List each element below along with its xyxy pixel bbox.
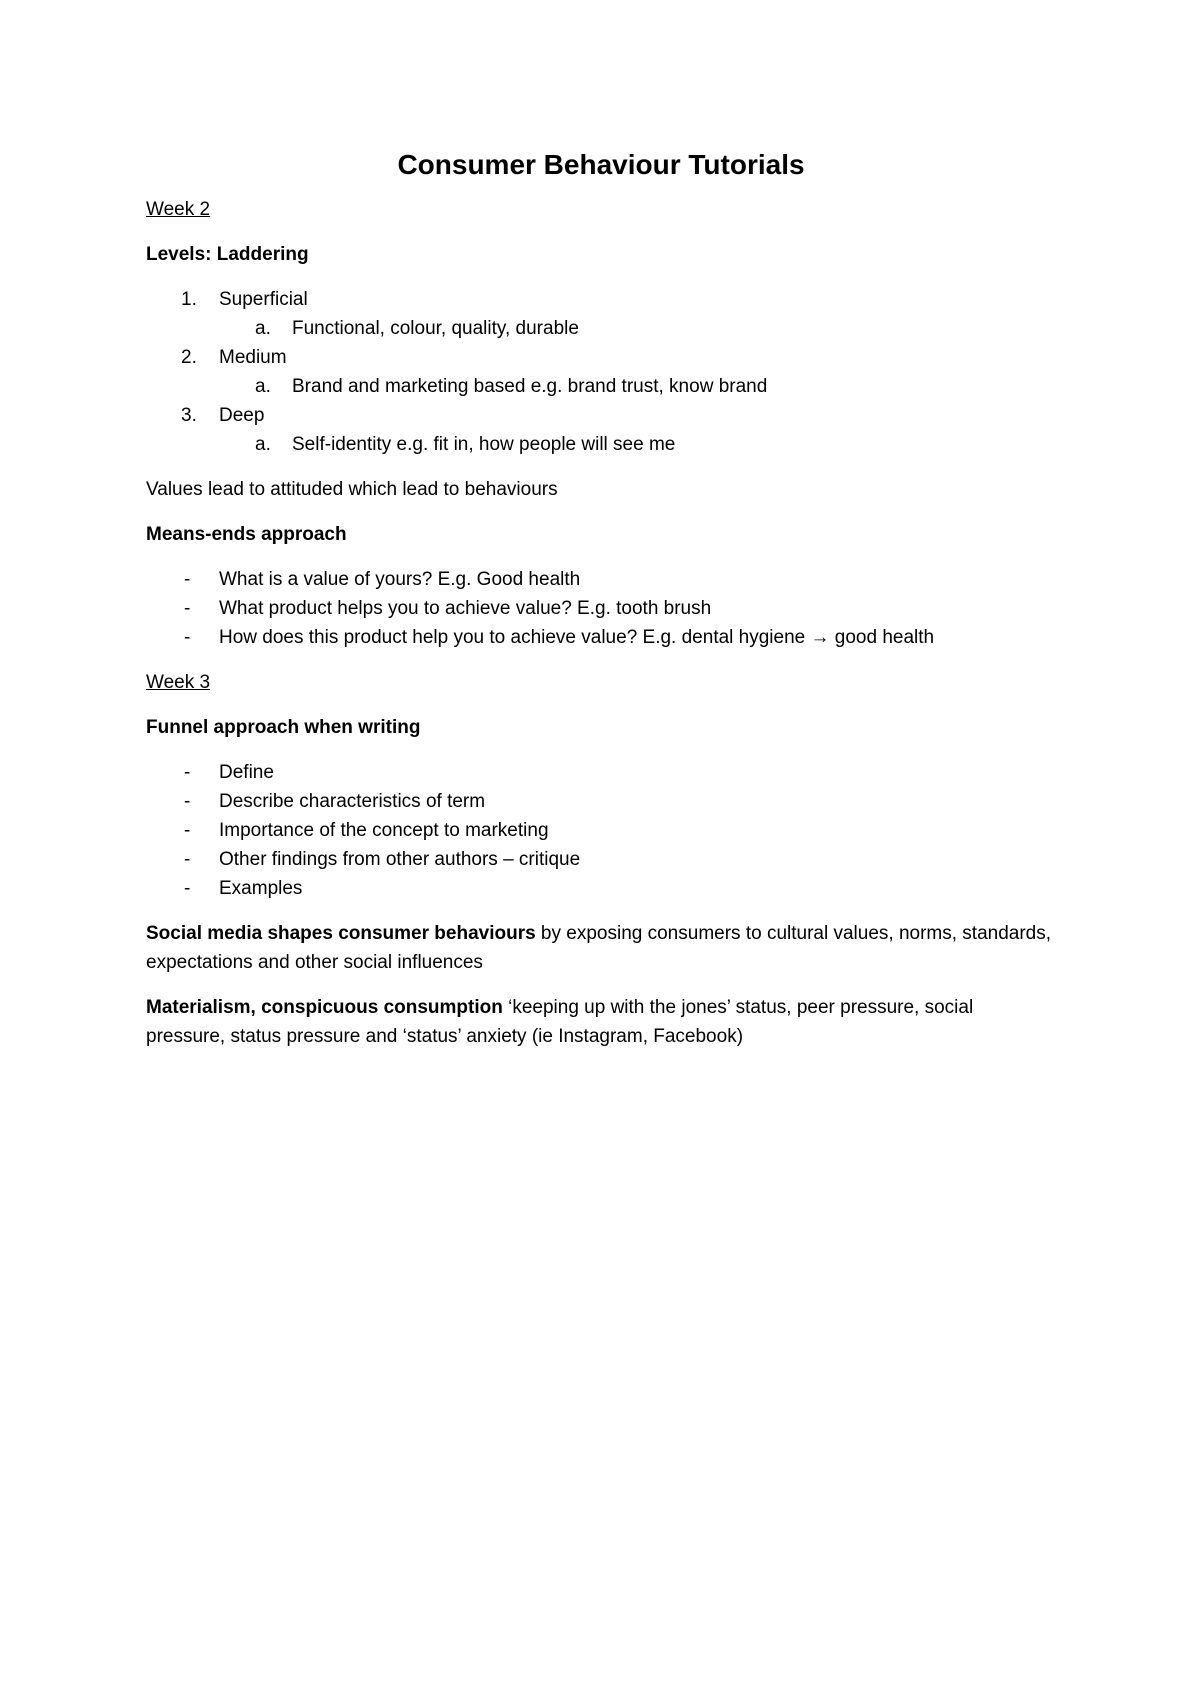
sub-item-text: Self-identity e.g. fit in, how people will see me [292, 434, 676, 455]
level-item [146, 401, 1056, 459]
list-item-text: What is a value of yours? E.g. Good health [219, 569, 581, 590]
list-item [146, 874, 1056, 903]
levels-list [146, 285, 1056, 459]
list-item [146, 845, 1056, 874]
list-item [146, 787, 1056, 816]
funnel-list [146, 758, 1056, 903]
list-item-text: Examples [219, 878, 303, 899]
sub-item-letter: a. [255, 376, 271, 397]
bullet-dash: - [184, 820, 191, 841]
values-statement: Values lead to attituded which lead to behaviours [146, 479, 558, 500]
list-item-text: Describe characteristics of term [219, 791, 486, 812]
levels-heading: Levels: Laddering [146, 244, 309, 265]
materialism-bold-phrase: Materialism, conspicuous consumption [146, 997, 503, 1018]
list-item [146, 594, 1056, 623]
bullet-dash: - [184, 849, 191, 870]
sub-item-text: Brand and marketing based e.g. brand trust, know brand [292, 376, 768, 397]
level-label: Superficial [219, 289, 308, 310]
list-item [146, 565, 1056, 594]
list-item-text: Define [219, 762, 274, 783]
means-ends-list [146, 565, 1056, 652]
list-item-text: Other findings from other authors – critique [219, 849, 581, 870]
list-item [146, 816, 1056, 845]
social-media-paragraph [146, 919, 1056, 977]
materialism-paragraph [146, 993, 1056, 1051]
bullet-dash: - [184, 762, 191, 783]
materialism-text: ‘keeping up with the jones’ status, peer pressure, social pressure, status pressure and ‘status’ anxiety (ie Instagram, Facebook) [146, 997, 974, 1047]
level-item [146, 343, 1056, 401]
social-media-bold-phrase: Social media shapes consumer behaviours [146, 923, 536, 944]
list-item [146, 623, 1056, 652]
page-title: Consumer Behaviour Tutorials [397, 149, 805, 180]
sub-item-letter: a. [255, 434, 271, 455]
week-3-label: Week 3 [146, 672, 211, 693]
level-label: Medium [219, 347, 287, 368]
social-media-text: by exposing consumers to cultural values, norms, standards, expectations and other social influences [146, 923, 1052, 973]
list-item [146, 758, 1056, 787]
level-label: Deep [219, 405, 265, 426]
level-number: 2. [181, 347, 197, 368]
level-number: 3. [181, 405, 197, 426]
funnel-heading: Funnel approach when writing [146, 717, 421, 738]
means-ends-heading: Means-ends approach [146, 524, 347, 545]
list-item-text: What product helps you to achieve value? E.g. tooth brush [219, 598, 712, 619]
bullet-dash: - [184, 598, 191, 619]
bullet-dash: - [184, 627, 191, 648]
list-item-text: How does this product help you to achieve value? E.g. dental hygiene → good health [219, 627, 935, 648]
bullet-dash: - [184, 878, 191, 899]
level-number: 1. [181, 289, 197, 310]
level-item [146, 285, 1056, 343]
bullet-dash: - [184, 569, 191, 590]
sub-item-letter: a. [255, 318, 271, 339]
bullet-dash: - [184, 791, 191, 812]
week-2-label: Week 2 [146, 199, 211, 220]
list-item-text: Importance of the concept to marketing [219, 820, 549, 841]
sub-item-text: Functional, colour, quality, durable [292, 318, 579, 339]
document-body [146, 145, 1056, 1067]
